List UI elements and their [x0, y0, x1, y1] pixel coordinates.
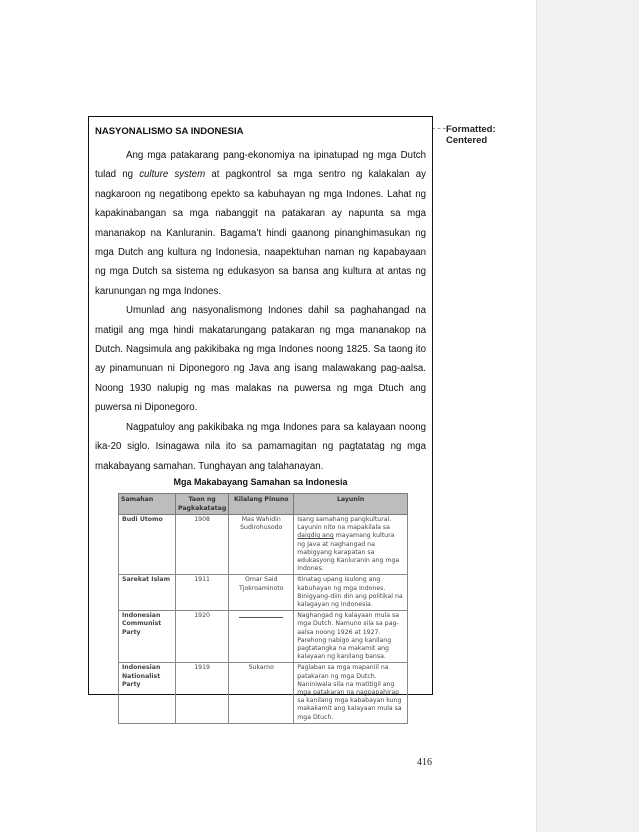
table-header-row [119, 493, 408, 514]
document-title: NASYONALISMO SA INDONESIA [95, 126, 244, 137]
table-caption: Mga Makabayang Samahan sa Indonesia [173, 476, 348, 487]
header-taon: Taon ng Pagkakatatag [176, 493, 229, 514]
comment-sidebar [536, 0, 639, 832]
page-number: 416 [417, 757, 432, 768]
aim-cell: Itinatag upang isulong ang kabuhayan ng mga Indones. Binigyang-diin din ang politikal na kalagayan ng Indonesia. [294, 575, 408, 611]
aim-text-pre: Isang samahang pangkultural. Layunin nito na mapakilala sa [297, 515, 392, 532]
org-cell: Indonesian Nationalist Party [119, 663, 176, 723]
content-box [88, 116, 433, 721]
header-samahan: Samahan [119, 493, 176, 514]
aim-cell: Naghangad ng kalayaan mula sa mga Dutch. Namuno sila sa pag-aalsa noong 1926 at 1927. Parehong nabigo ang kanilang pagtatangka na makamit ang kalayaan ng kanilang bansa. [294, 611, 408, 663]
table-row [119, 575, 408, 611]
paragraph-1-before: Ang mga patakarang pang-ekonomiya na ipinatupad ng mga Dutch tulad ng [95, 150, 426, 181]
organizations-table [118, 493, 408, 724]
paragraph-1-after: at pagkontrol sa mga sentro ng kalakalan ay nagkaroon ng negatibong epekto sa kabuhayan ng mga Indones. Lahat ng kapakinabangan sa mga nabanggit na patakaran ay napunta sa mga mananakop na Kanluranin. Bagama’t hindi gaanong pinanghimasukan ng mga Dutch ang kultura ng Indonesia, naapektuhan naman ng kapabayaan ng mga Dutch sa sistema ng edukasyon sa bansa ang kultura at antas ng karunungan ng mga Indones. [95, 169, 427, 297]
header-layunin: Layunin [294, 493, 408, 514]
paragraph-1-italic: culture system [139, 169, 206, 181]
year-cell: 1908 [176, 514, 229, 574]
leader-cell: Sukarno [229, 663, 294, 723]
aim-text-underlined: daigdig ang [297, 532, 334, 540]
leader-cell: Mas Wahidin Sudirohusodo [229, 514, 294, 574]
table-row [119, 663, 408, 723]
blank-line [239, 612, 283, 618]
table-row [119, 611, 408, 663]
aim-text-post: mayamang kultura ng Java at naghangad na mabigyang karapatan sa edukasyong Kanluranin ang mga Indones. [297, 532, 400, 573]
aim-cell [294, 514, 408, 574]
paragraph-3: Nagpatuloy ang pakikibaka ng mga Indones para sa kalayaan noong ika-20 siglo. Isinagawa nila ito sa pamamagitan ng pagtatatag ng mga makabayang samahan. Tunghayan ang talahanayan. [95, 421, 426, 472]
org-cell: Indonesian Communist Party [119, 611, 176, 663]
leader-cell: Omar Said Tjokroaminoto [229, 575, 294, 611]
year-cell: 1920 [176, 611, 229, 663]
header-pinuno: Kilalang Pinuno [229, 493, 294, 514]
comment-connector [432, 128, 446, 129]
paragraph-2: Umunlad ang nasyonalismong Indones dahil sa paghahangad na matigil ang mga hindi makatarungang patakaran ng mga mananakop na Dutch. Nagsimula ang pakikibaka ng mga Indones noong 1825. Sa taong ito ay pinamunuan ni Diponegoro ng Java ang isang malawakang pag-aalsa. Noong 1930 nalupig ng mas malakas na puwersa ng mga Dtuch ang puwersa ni Diponegoro. [95, 305, 426, 414]
org-cell: Sarekat Islam [119, 575, 176, 611]
leader-cell-blank [229, 611, 294, 663]
year-cell: 1911 [176, 575, 229, 611]
aim-cell: Paglaban sa mga mapaniil na patakaran ng mga Dutch. Naniniwala sila na matitigil ang mga patakaran na nagpapahirap sa kanilang mga kababayan kung makakamit ang kalayaan mula sa mga Dtuch. [294, 663, 408, 723]
org-cell: Budi Utomo [119, 514, 176, 574]
year-cell: 1919 [176, 663, 229, 723]
paragraph-1 [95, 146, 426, 301]
formatting-comment[interactable]: Formatted: Centered [446, 124, 496, 146]
table-row [119, 514, 408, 574]
